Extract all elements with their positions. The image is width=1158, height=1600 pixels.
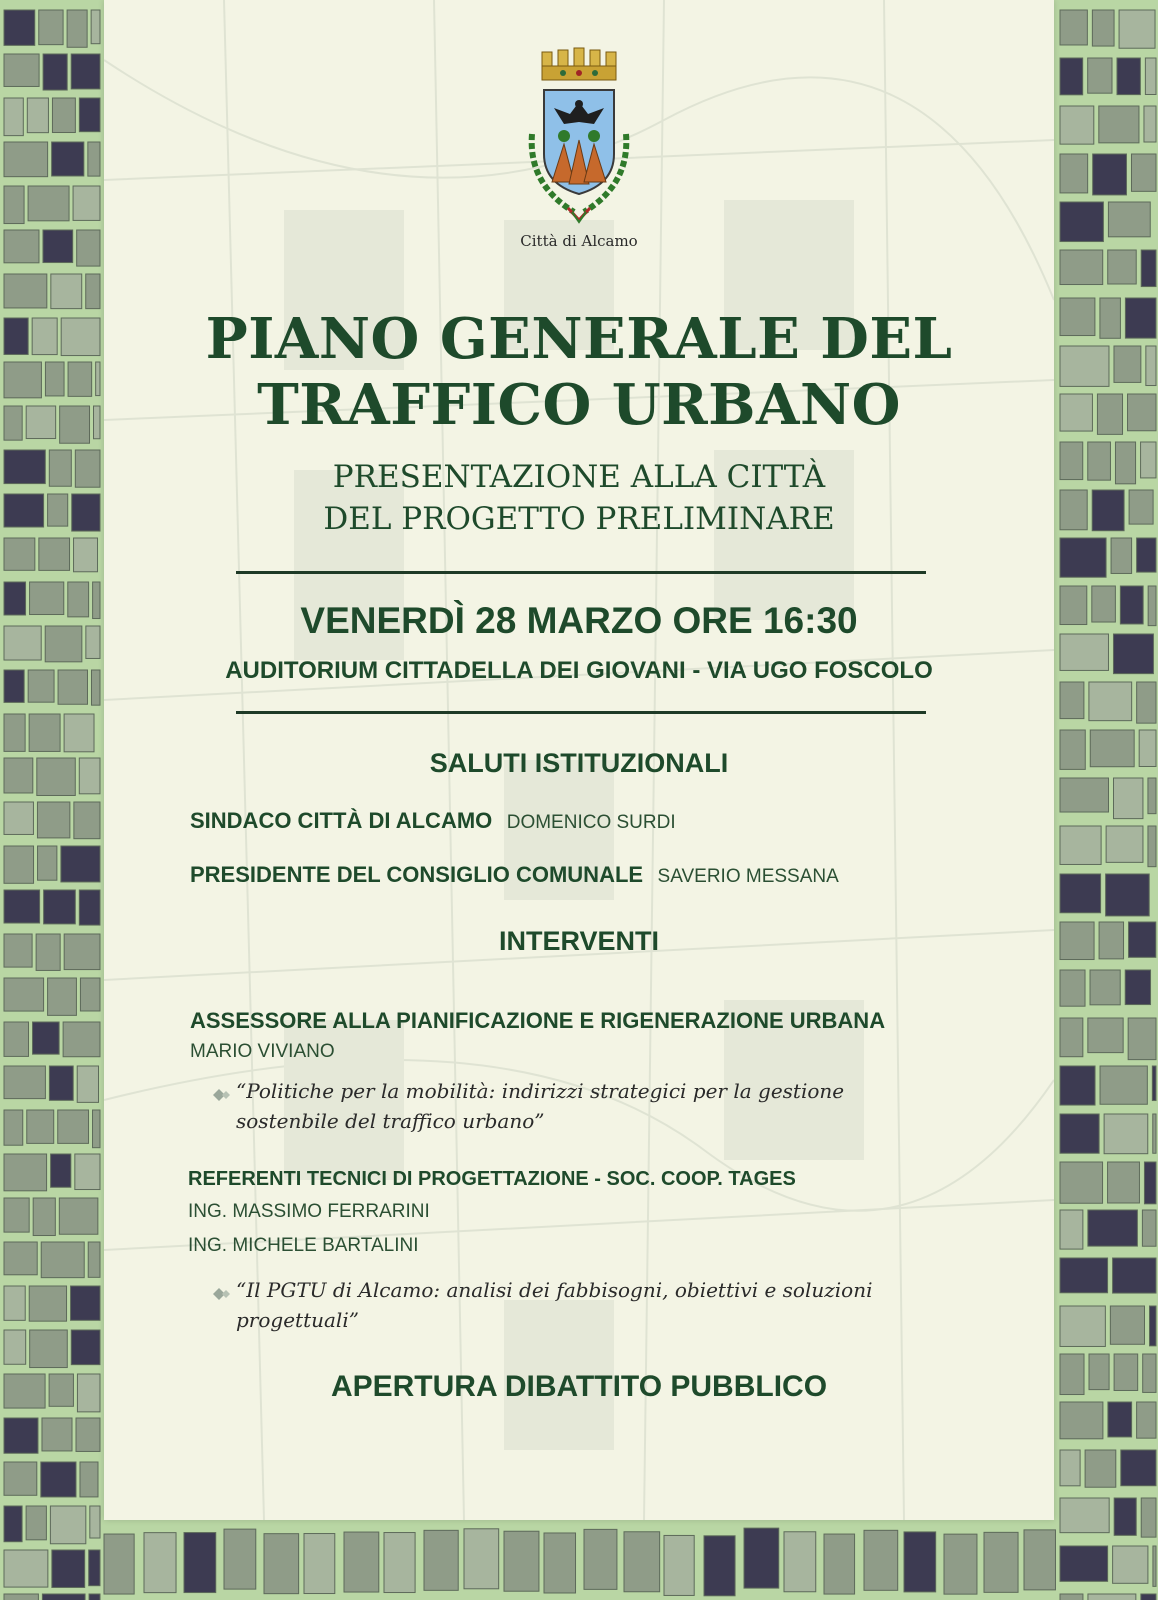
greeting-person: SAVERIO MESSANA bbox=[657, 866, 839, 887]
map-building-block bbox=[1121, 1450, 1156, 1486]
map-building-block bbox=[39, 10, 63, 45]
map-building-block bbox=[51, 1154, 71, 1187]
map-building-block bbox=[1060, 1066, 1095, 1105]
map-building-block bbox=[59, 1198, 98, 1234]
map-building-block bbox=[1060, 442, 1083, 480]
map-building-block bbox=[504, 1531, 539, 1591]
map-building-block bbox=[1114, 1498, 1136, 1535]
title-line-1: PIANO GENERALE DEL bbox=[205, 306, 953, 372]
map-building-block bbox=[1024, 1530, 1055, 1590]
map-building-block bbox=[784, 1532, 816, 1592]
map-building-block bbox=[75, 1154, 100, 1190]
map-building-block bbox=[80, 978, 100, 1011]
map-building-block bbox=[1060, 490, 1087, 530]
map-building-block bbox=[1060, 1306, 1105, 1346]
map-building-block bbox=[71, 1286, 100, 1320]
map-building-block bbox=[1088, 1018, 1123, 1053]
map-building-block bbox=[4, 1462, 37, 1495]
map-building-block bbox=[1060, 394, 1092, 431]
map-building-block bbox=[1141, 1594, 1156, 1600]
map-building-block bbox=[1060, 298, 1095, 336]
map-building-block bbox=[1060, 250, 1103, 285]
speaker-1-talk-title bbox=[236, 1076, 916, 1136]
map-building-block bbox=[1099, 922, 1123, 959]
map-building-block bbox=[1108, 202, 1150, 237]
subtitle-line-2: DEL PROGETTO PRELIMINARE bbox=[323, 501, 835, 537]
talks-heading: INTERVENTI bbox=[498, 926, 660, 956]
map-building-block bbox=[4, 978, 44, 1011]
map-building-block bbox=[1089, 682, 1132, 721]
speaker-2-name-1: ING. MASSIMO FERRARINI bbox=[188, 1201, 430, 1222]
map-building-block bbox=[30, 582, 64, 615]
map-building-block bbox=[1060, 1258, 1108, 1293]
map-building-block bbox=[4, 1286, 25, 1320]
map-building-block bbox=[1088, 442, 1111, 480]
map-building-block bbox=[80, 1462, 98, 1497]
map-building-block bbox=[49, 1374, 73, 1406]
map-building-block bbox=[1060, 1018, 1083, 1057]
map-building-block bbox=[744, 1528, 779, 1588]
quote-line: sostenbile del traffico urbano” bbox=[236, 1109, 545, 1133]
map-building-block bbox=[1060, 538, 1106, 577]
map-building-block bbox=[1060, 1450, 1080, 1486]
greeting-person: DOMENICO SURDI bbox=[506, 812, 676, 833]
speaker-2-role bbox=[188, 1168, 796, 1191]
map-building-block bbox=[1104, 1114, 1148, 1154]
map-building-block bbox=[4, 1198, 29, 1232]
map-building-block bbox=[4, 934, 32, 967]
greeting-row-president bbox=[190, 862, 839, 888]
map-building-block bbox=[79, 98, 100, 132]
map-building-block bbox=[41, 1462, 76, 1497]
map-building-block bbox=[52, 142, 84, 176]
map-building-block bbox=[144, 1533, 176, 1593]
map-building-block bbox=[1113, 1258, 1156, 1293]
map-building-block bbox=[1100, 1066, 1147, 1104]
map-building-block bbox=[4, 846, 34, 883]
map-building-block bbox=[1125, 298, 1156, 338]
speaker-2-name-2: ING. MICHELE BARTALINI bbox=[188, 1235, 419, 1256]
map-building-block bbox=[4, 98, 23, 136]
map-building-block bbox=[1115, 442, 1135, 484]
map-building-block bbox=[71, 1330, 100, 1365]
map-building-block bbox=[1114, 346, 1141, 382]
speaker-role-text: REFERENTI TECNICI DI PROGETTAZIONE - SOC. COOP. TAGES bbox=[188, 1168, 796, 1190]
map-building-block bbox=[1093, 154, 1127, 195]
map-building-block bbox=[51, 274, 82, 309]
map-building-block bbox=[4, 1110, 23, 1145]
map-building-block bbox=[1148, 586, 1156, 626]
map-building-block bbox=[4, 802, 33, 834]
map-building-block bbox=[944, 1534, 977, 1594]
map-building-block bbox=[48, 494, 68, 526]
map-building-block bbox=[4, 538, 35, 570]
map-building-block bbox=[4, 54, 39, 86]
map-building-block bbox=[1131, 154, 1156, 191]
map-building-block bbox=[1060, 1114, 1099, 1153]
map-building-block bbox=[1143, 1354, 1156, 1392]
map-building-block bbox=[60, 406, 90, 443]
map-building-block bbox=[89, 1550, 100, 1586]
map-building-block bbox=[1060, 1498, 1109, 1533]
map-building-block bbox=[4, 230, 39, 263]
page-subtitle bbox=[104, 456, 1054, 540]
map-building-block bbox=[1125, 970, 1150, 1005]
map-building-block bbox=[4, 626, 41, 660]
map-building-block bbox=[33, 1022, 60, 1054]
map-building-block bbox=[4, 406, 22, 440]
map-building-block bbox=[88, 1242, 100, 1277]
map-building-block bbox=[1060, 154, 1088, 193]
map-building-block bbox=[1088, 58, 1112, 93]
map-building-block bbox=[64, 714, 94, 752]
map-building-block bbox=[4, 494, 44, 527]
map-building-block bbox=[1060, 586, 1087, 625]
alcamo-coat-of-arms-icon bbox=[518, 44, 640, 224]
map-building-block bbox=[1148, 826, 1156, 867]
map-building-block bbox=[1060, 1210, 1083, 1249]
map-building-block bbox=[94, 406, 100, 439]
map-building-block bbox=[52, 1550, 85, 1587]
greeting-role: PRESIDENTE DEL CONSIGLIO COMUNALE bbox=[190, 862, 644, 887]
speaker-1-role bbox=[190, 1008, 885, 1034]
map-building-block bbox=[1060, 1546, 1108, 1581]
map-building-block bbox=[904, 1532, 936, 1592]
map-building-block bbox=[1085, 1450, 1116, 1487]
map-building-block bbox=[67, 10, 87, 47]
quote-line: “Il PGTU di Alcamo: analisi dei fabbisogni, obiettivi e soluzioni bbox=[236, 1278, 873, 1302]
map-building-block bbox=[1060, 826, 1101, 864]
map-building-block bbox=[4, 714, 25, 751]
map-building-block bbox=[4, 142, 48, 177]
map-building-block bbox=[79, 890, 100, 925]
map-building-block bbox=[91, 670, 100, 705]
map-building-block bbox=[1148, 778, 1156, 814]
map-building-block bbox=[68, 362, 92, 396]
map-building-block bbox=[1120, 586, 1143, 624]
subtitle-line-1: PRESENTAZIONE ALLA CITTÀ bbox=[332, 459, 826, 495]
map-building-block bbox=[58, 1110, 89, 1143]
map-building-block bbox=[464, 1529, 499, 1589]
map-building-block bbox=[1060, 58, 1083, 95]
map-building-block bbox=[1060, 1402, 1103, 1439]
map-building-block bbox=[584, 1529, 617, 1589]
map-building-block bbox=[1137, 1402, 1156, 1438]
map-building-block bbox=[1152, 1066, 1156, 1101]
map-building-block bbox=[1097, 394, 1122, 434]
map-building-block bbox=[264, 1534, 299, 1594]
map-building-block bbox=[1119, 10, 1155, 48]
map-building-block bbox=[29, 1286, 66, 1321]
map-building-block bbox=[1060, 202, 1103, 242]
map-building-block bbox=[52, 98, 75, 133]
map-building-block bbox=[45, 626, 82, 662]
map-building-block bbox=[4, 1506, 22, 1542]
map-building-block bbox=[1129, 490, 1153, 524]
map-building-block bbox=[33, 1198, 55, 1236]
map-building-block bbox=[86, 626, 100, 658]
map-building-block bbox=[1088, 1594, 1136, 1600]
map-building-block bbox=[50, 1506, 85, 1544]
map-building-block bbox=[424, 1530, 458, 1590]
event-venue: AUDITORIUM CITTADELLA DEI GIOVANI - VIA UGO FOSCOLO bbox=[225, 657, 933, 684]
map-building-block bbox=[1060, 730, 1085, 769]
map-building-block bbox=[1060, 106, 1094, 144]
greetings-heading: SALUTI ISTITUZIONALI bbox=[429, 748, 729, 778]
map-building-block bbox=[74, 538, 98, 572]
map-building-block bbox=[4, 670, 24, 702]
map-building-block bbox=[1092, 10, 1114, 46]
greeting-role: SINDACO CITTÀ DI ALCAMO bbox=[190, 808, 493, 833]
map-building-block bbox=[1060, 10, 1087, 45]
map-building-block bbox=[73, 186, 100, 220]
map-building-block bbox=[28, 670, 54, 702]
map-building-block bbox=[4, 186, 24, 224]
map-building-block bbox=[28, 186, 69, 221]
diamond-bullet-icon bbox=[212, 1088, 232, 1102]
map-building-block bbox=[4, 1418, 38, 1453]
map-building-block bbox=[39, 538, 70, 570]
map-building-block bbox=[4, 318, 28, 354]
map-building-block bbox=[4, 1330, 26, 1364]
map-building-block bbox=[42, 1594, 85, 1600]
map-building-block bbox=[37, 802, 69, 838]
map-building-block bbox=[64, 934, 100, 970]
map-building-block bbox=[4, 1154, 47, 1191]
map-building-block bbox=[344, 1532, 379, 1592]
map-building-block bbox=[93, 582, 100, 619]
map-building-block bbox=[90, 1506, 100, 1538]
map-building-block bbox=[1111, 538, 1132, 573]
greeting-row-mayor bbox=[190, 808, 676, 834]
map-building-block bbox=[1113, 778, 1142, 819]
map-building-block bbox=[91, 10, 100, 44]
map-building-block bbox=[1060, 682, 1084, 719]
map-building-block bbox=[1141, 250, 1156, 287]
map-building-block bbox=[1060, 634, 1108, 670]
map-building-block bbox=[1117, 58, 1140, 95]
map-building-block bbox=[4, 1022, 29, 1056]
map-building-block bbox=[1149, 1306, 1156, 1346]
map-building-block bbox=[61, 846, 100, 882]
map-building-block bbox=[624, 1532, 660, 1592]
map-building-block bbox=[4, 758, 33, 793]
map-building-block bbox=[27, 1110, 54, 1143]
map-building-block bbox=[1089, 1354, 1109, 1390]
map-building-block bbox=[1113, 1546, 1148, 1583]
map-building-block bbox=[1090, 730, 1134, 767]
map-building-block bbox=[1108, 1162, 1140, 1203]
map-building-block bbox=[4, 1374, 45, 1408]
map-building-block bbox=[44, 890, 76, 924]
map-building-block bbox=[63, 1022, 100, 1057]
divider-bottom bbox=[236, 711, 926, 714]
map-building-block bbox=[1108, 250, 1137, 284]
map-building-block bbox=[74, 802, 100, 839]
event-date: VENERDÌ 28 MARZO ORE 16:30 bbox=[300, 600, 858, 641]
map-building-block bbox=[1114, 1354, 1138, 1390]
title-line-2: TRAFFICO URBANO bbox=[257, 372, 901, 438]
map-building-block bbox=[86, 274, 100, 309]
divider-top bbox=[236, 571, 926, 574]
map-building-block bbox=[1108, 1402, 1132, 1437]
map-building-block bbox=[41, 1242, 84, 1278]
page-title bbox=[104, 306, 1054, 438]
map-building-block bbox=[1153, 1114, 1156, 1153]
map-building-block bbox=[1128, 1018, 1156, 1060]
map-building-block bbox=[1090, 970, 1120, 1005]
map-building-block bbox=[72, 494, 100, 531]
map-building-block bbox=[4, 10, 35, 45]
map-building-block bbox=[1088, 1210, 1138, 1246]
map-building-block bbox=[4, 362, 41, 398]
map-building-block bbox=[1106, 874, 1150, 916]
map-building-block bbox=[864, 1530, 898, 1590]
map-building-block bbox=[1060, 1162, 1103, 1203]
map-building-block bbox=[1137, 682, 1156, 723]
map-building-block bbox=[32, 318, 57, 355]
map-building-block bbox=[1099, 106, 1139, 143]
map-building-block bbox=[1060, 778, 1108, 812]
map-building-block bbox=[1139, 730, 1156, 766]
closing-headline: APERTURA DIBATTITO PUBBLICO bbox=[330, 1370, 828, 1403]
map-building-block bbox=[49, 450, 71, 486]
map-building-block bbox=[75, 450, 100, 487]
map-building-block bbox=[43, 230, 73, 263]
map-building-block bbox=[1141, 1498, 1156, 1537]
map-building-block bbox=[49, 1066, 73, 1100]
map-building-block bbox=[1137, 538, 1156, 572]
quote-line: “Politiche per la mobilità: indirizzi strategici per la gestione bbox=[236, 1079, 845, 1103]
map-building-block bbox=[42, 1418, 72, 1451]
map-building-block bbox=[224, 1529, 256, 1589]
map-building-block bbox=[704, 1536, 735, 1596]
map-building-block bbox=[89, 1594, 100, 1600]
map-building-block bbox=[1144, 106, 1156, 142]
map-building-block bbox=[43, 54, 67, 90]
map-building-block bbox=[304, 1534, 335, 1594]
map-building-block bbox=[1141, 442, 1156, 478]
map-building-block bbox=[77, 230, 100, 266]
map-building-block bbox=[1129, 922, 1156, 957]
map-building-block bbox=[26, 406, 55, 439]
map-building-block bbox=[1144, 1162, 1156, 1204]
map-building-block bbox=[38, 846, 57, 880]
map-building-block bbox=[984, 1532, 1018, 1592]
map-building-block bbox=[26, 1506, 46, 1540]
diamond-bullet-icon bbox=[212, 1287, 232, 1301]
map-building-block bbox=[1060, 874, 1101, 913]
map-building-block bbox=[4, 1242, 37, 1275]
map-building-block bbox=[4, 1066, 45, 1099]
map-building-block bbox=[1110, 1306, 1144, 1344]
map-building-block bbox=[68, 582, 89, 617]
map-building-block bbox=[71, 54, 100, 89]
map-building-block bbox=[77, 1374, 100, 1412]
speaker-2-talk-title bbox=[236, 1275, 916, 1335]
map-building-block bbox=[48, 978, 77, 1015]
map-building-block bbox=[30, 1330, 68, 1368]
map-building-block bbox=[4, 274, 47, 308]
speaker-1-name: MARIO VIVIANO bbox=[190, 1041, 335, 1062]
map-building-block bbox=[45, 362, 64, 396]
map-building-block bbox=[1146, 346, 1156, 386]
map-building-block bbox=[1153, 1546, 1156, 1586]
map-building-block bbox=[1113, 634, 1153, 674]
speaker-role-text: ASSESSORE ALLA PIANIFICAZIONE E RIGENERAZIONE URBANA bbox=[190, 1008, 886, 1033]
map-building-block bbox=[384, 1533, 415, 1593]
map-building-block bbox=[76, 1418, 100, 1451]
map-building-block bbox=[29, 714, 60, 751]
map-building-block bbox=[1092, 586, 1116, 622]
map-building-block bbox=[96, 362, 100, 396]
map-building-block bbox=[4, 582, 26, 615]
map-building-block bbox=[93, 1110, 100, 1148]
map-building-block bbox=[1100, 298, 1121, 338]
map-building-block bbox=[664, 1535, 694, 1595]
map-building-block bbox=[184, 1533, 216, 1593]
map-building-block bbox=[27, 98, 48, 133]
map-building-block bbox=[1142, 1210, 1156, 1246]
map-building-block bbox=[1145, 58, 1156, 94]
quote-line: progettuali” bbox=[236, 1308, 359, 1332]
map-building-block bbox=[1060, 346, 1109, 386]
map-building-block bbox=[88, 142, 100, 176]
map-building-block bbox=[58, 670, 87, 704]
map-building-block bbox=[36, 934, 60, 970]
map-building-block bbox=[1060, 1594, 1083, 1600]
map-building-block bbox=[4, 450, 45, 484]
map-building-block bbox=[1128, 394, 1156, 431]
map-building-block bbox=[4, 1594, 38, 1600]
map-building-block bbox=[1060, 970, 1085, 1006]
map-building-block bbox=[824, 1534, 855, 1594]
map-building-block bbox=[1092, 490, 1124, 531]
map-building-block bbox=[544, 1533, 576, 1593]
flyer-panel bbox=[104, 0, 1054, 1520]
map-building-block bbox=[79, 758, 100, 794]
map-building-block bbox=[1106, 826, 1143, 862]
map-building-block bbox=[104, 1534, 134, 1594]
map-building-block bbox=[4, 890, 40, 923]
map-building-block bbox=[61, 318, 100, 356]
map-building-block bbox=[1060, 1354, 1084, 1395]
map-building-block bbox=[37, 758, 75, 795]
map-building-block bbox=[77, 1066, 98, 1102]
map-building-block bbox=[4, 1550, 48, 1587]
map-building-block bbox=[1060, 922, 1094, 960]
city-name-caption: Città di Alcamo bbox=[520, 232, 638, 250]
